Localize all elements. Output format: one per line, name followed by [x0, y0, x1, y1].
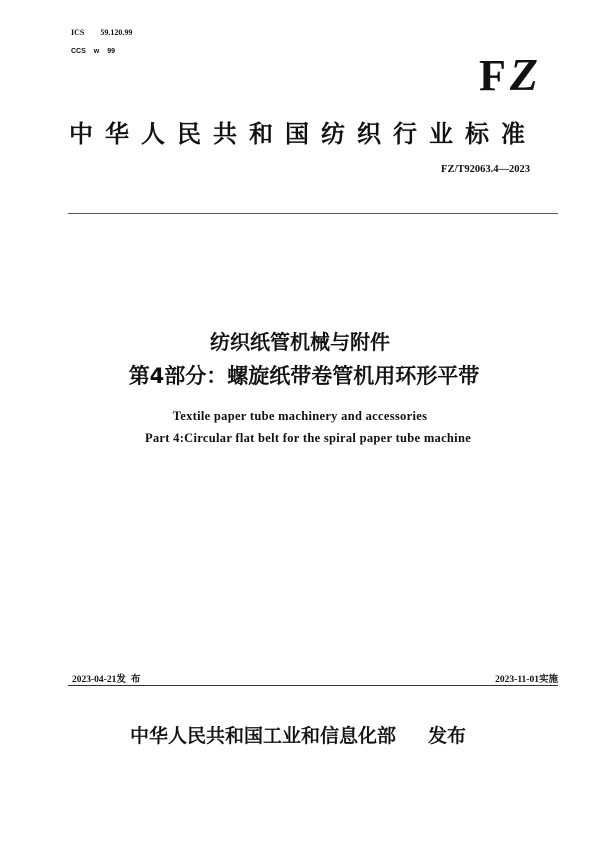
implement-label-1: 实: [538, 674, 549, 685]
issuer-name: 中华人民共和国工业和信息化部: [130, 725, 397, 747]
fz-logo-f: F: [479, 51, 510, 100]
footer-divider: [68, 685, 558, 686]
ccs-letter: w: [93, 48, 100, 55]
ccs-classification: [71, 48, 115, 55]
fz-logo-z: Z: [509, 49, 542, 100]
publish-date-line: [72, 671, 140, 685]
ccs-label: CCS: [71, 48, 86, 55]
publish-label-1: 发: [116, 674, 126, 685]
implement-date: 2023-11-01: [495, 675, 539, 685]
publish-date: 2023-04-21: [72, 675, 117, 685]
issuing-authority: [130, 721, 466, 748]
fz-standard-logo: [479, 49, 542, 100]
implement-date-line: [495, 671, 558, 685]
ics-classification: [71, 28, 132, 37]
chinese-title-line-1: 纺织纸管机械与附件: [210, 330, 390, 354]
implement-label-2: 施: [548, 674, 558, 685]
english-title-line-1: Textile paper tube machinery and accessories: [172, 409, 428, 423]
ics-code: 59.120.99: [100, 28, 133, 37]
header-divider: [68, 213, 558, 214]
standard-category-title: 中华人民共和国纺织行业标准: [69, 120, 537, 148]
publish-label-2: 布: [130, 674, 141, 685]
chinese-title-line-2: 第4部分：螺旋纸带卷管机用环形平带: [128, 364, 480, 388]
issuer-action: 发布: [428, 725, 467, 747]
ccs-code: 99: [107, 48, 116, 55]
ics-label: ICS: [71, 28, 85, 37]
standard-number: FZ/T92063.4—2023: [441, 164, 530, 175]
english-title-line-2: Part 4:Circular flat belt for the spiral paper tube machine: [144, 431, 472, 445]
